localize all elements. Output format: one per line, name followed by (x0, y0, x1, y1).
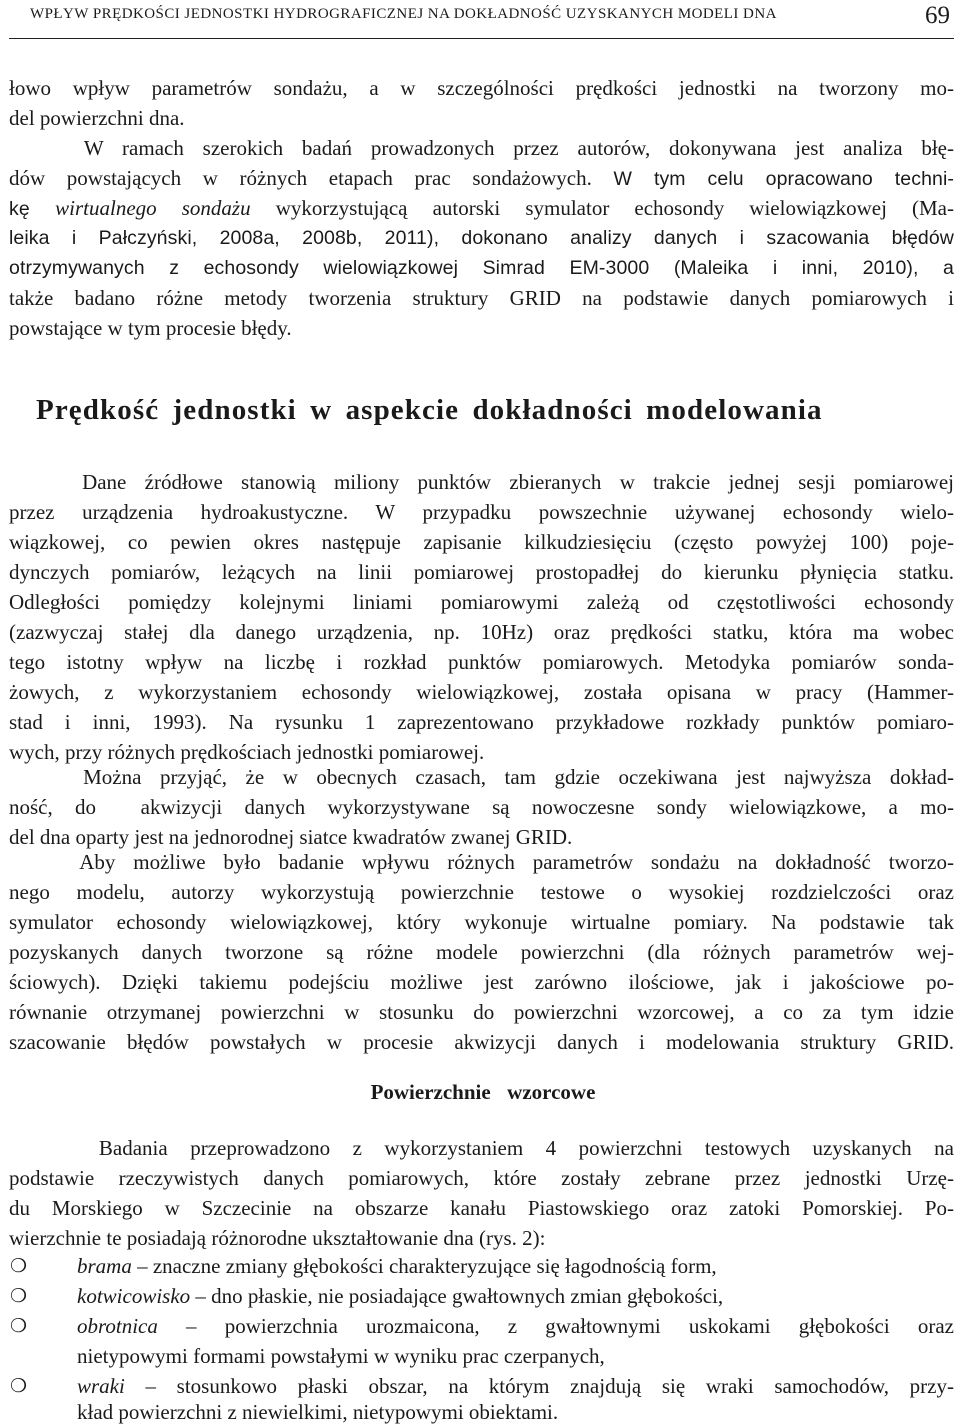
section-heading: Prędkość jednostki w aspekcie dokładności modelowania (36, 394, 823, 426)
running-header-title: WPŁYW PRĘDKOŚCI JEDNOSTKI HYDROGRAFICZNEJ NA DOKŁADNOŚĆ UZYSKANYCH MODELI DNA (30, 6, 777, 22)
list-term: wraki (77, 1374, 125, 1398)
text-line: (zazwyczaj stałej dla danego urządzenia, np. 10Hz) oraz prędkości statku, która ma wobec (9, 620, 954, 644)
list-item-continuation: nietypowymi formami powstałymi w wyniku prac czerpanych, (77, 1344, 605, 1368)
text-line: wych, przy różnych prędkościach jednostki pomiarowej. (9, 740, 485, 764)
text-line: leika i Pałczyński, 2008a, 2008b, 2011), dokonano analizy danych i szacowania błędów (9, 227, 954, 249)
list-term: kotwicowisko (77, 1284, 191, 1308)
text-span: wykorzystującą autorski symulator echosondy wielowiązkowej (Ma- (250, 196, 954, 220)
subsection-heading: Powierzchnie wzorcowe (370, 1080, 596, 1104)
running-header (9, 0, 954, 39)
text-line: Odległości pomiędzy kolejnymi liniami pomiarowymi zależą od częstotliwości echosondy (9, 590, 954, 614)
text-line: Aby możliwe było badanie wpływu różnych parametrów sondażu na dokładność tworzo- (9, 850, 954, 874)
text-span: kę (9, 198, 56, 220)
text-line: pozyskanych danych tworzone są różne modele powierzchni (dla różnych parametrów wej- (9, 940, 954, 964)
text-line: żowych, z wykorzystaniem echosondy wielowiązkowej, została opisana w pracy (Hammer- (9, 680, 954, 704)
bullet-marker: ❍ (10, 1255, 28, 1277)
page-number: 69 (925, 2, 950, 29)
text-line: nego modelu, autorzy wykorzystują powierzchnie testowe o wysokiej rozdzielczości oraz (9, 880, 954, 904)
text-line: ściowych). Dzięki takiemu podejściu możliwe jest zarówno ilościowe, jak i jakościowe po- (9, 970, 954, 994)
list-term: obrotnica (77, 1314, 158, 1338)
text-span: dów powstających w różnych etapach prac sondażowych. (9, 166, 592, 190)
text-line: także badano różne metody tworzenia struktury GRID na podstawie danych pomiarowych i (9, 286, 954, 310)
text-line: równanie otrzymanej powierzchni w stosunku do powierzchni wzorcowej, a co za tym idzie (9, 1000, 954, 1024)
text-line: Badania przeprowadzono z wykorzystaniem 4 powierzchni testowych uzyskanych na (9, 1136, 954, 1160)
bullet-marker: ❍ (10, 1315, 28, 1337)
text-line: ność, do akwizycji danych wykorzystywane są nowoczesne sondy wielowiązkowe, a mo- (9, 795, 954, 819)
bullet-marker: ❍ (10, 1285, 28, 1307)
text-line: symulator echosondy wielowiązkowej, który wykonuje wirtualne pomiary. Na podstawie tak (9, 910, 954, 934)
text-line: del dna oparty jest na jednorodnej siatce kwadratów zwanej GRID. (9, 825, 573, 849)
text-line: otrzymywanych z echosondy wielowiązkowej Simrad EM-3000 (Maleika i inni, 2010), a (9, 257, 954, 279)
bullet-marker: ❍ (10, 1375, 28, 1397)
list-item-continuation: kład powierzchni z niewielkimi, nietypowymi obiektami. (77, 1400, 559, 1424)
text-line: W ramach szerokich badań prowadzonych przez autorów, dokonywana jest analiza błę- (9, 136, 954, 160)
text-line: Można przyjąć, że w obecnych czasach, tam gdzie oczekiwana jest najwyższa dokład- (9, 765, 954, 789)
text-line: tego istotny wpływ na liczbę i rozkład punktów pomiarowych. Metodyka pomiarów sonda- (9, 650, 954, 674)
text-line (9, 163, 954, 194)
text-line: łowo wpływ parametrów sondażu, a w szczególności prędkości jednostki na tworzony mo- (9, 76, 954, 100)
text-line: wiązkowej, co pewien okres następuje zapisanie kilkudziesięciu (często powyżej 100) poje- (9, 530, 954, 554)
list-item (77, 1251, 954, 1281)
text-line: Dane źródłowe stanowią miliony punktów zbieranych w trakcie jednej sesji pomiarowej (9, 470, 954, 494)
list-text: – stosunkowo płaski obszar, na którym znajdują się wraki samochodów, przy- (124, 1374, 954, 1398)
text-line: przez urządzenia hydroakustyczne. W przypadku powszechnie używanej echosondy wielo- (9, 500, 954, 524)
text-line: stad i inni, 1993). Na rysunku 1 zaprezentowano przykładowe rozkłady punktów pomiaro- (9, 710, 954, 734)
text-line: szacowanie błędów powstałych w procesie akwizycji danych i modelowania struktury GRID. (9, 1030, 954, 1054)
text-line: del powierzchni dna. (9, 106, 185, 130)
text-line: wierzchnie te posiadają różnorodne ukształtowanie dna (rys. 2): (9, 1226, 546, 1250)
list-text: – dno płaskie, nie posiadające gwałtownych zmian głębokości, (190, 1284, 724, 1308)
text-line: du Morskiego w Szczecinie na obszarze kanału Piastowskiego oraz zatoki Pomorskiej. Po- (9, 1196, 954, 1220)
text-line: powstające w tym procesie błędy. (9, 316, 292, 340)
text-line: podstawie rzeczywistych danych pomiarowych, które zostały zebrane przez jednostki Urzę- (9, 1166, 954, 1190)
list-item (77, 1311, 954, 1341)
text-line (9, 193, 954, 224)
italic-term: wirtualnego sondażu (55, 196, 251, 220)
list-item (77, 1281, 954, 1311)
list-text: – powierzchnia urozmaicona, z gwałtownymi uskokami głębokości oraz (157, 1314, 954, 1338)
list-text: – znaczne zmiany głębokości charakteryzujące się łagodnością form, (131, 1254, 717, 1278)
list-term: brama (77, 1254, 132, 1278)
text-line: dynczych pomiarów, leżących na linii pomiarowej prostopadłej do kierunku płynięcia statku. (9, 560, 954, 584)
text-span: W tym celu opracowano techni- (613, 168, 955, 190)
